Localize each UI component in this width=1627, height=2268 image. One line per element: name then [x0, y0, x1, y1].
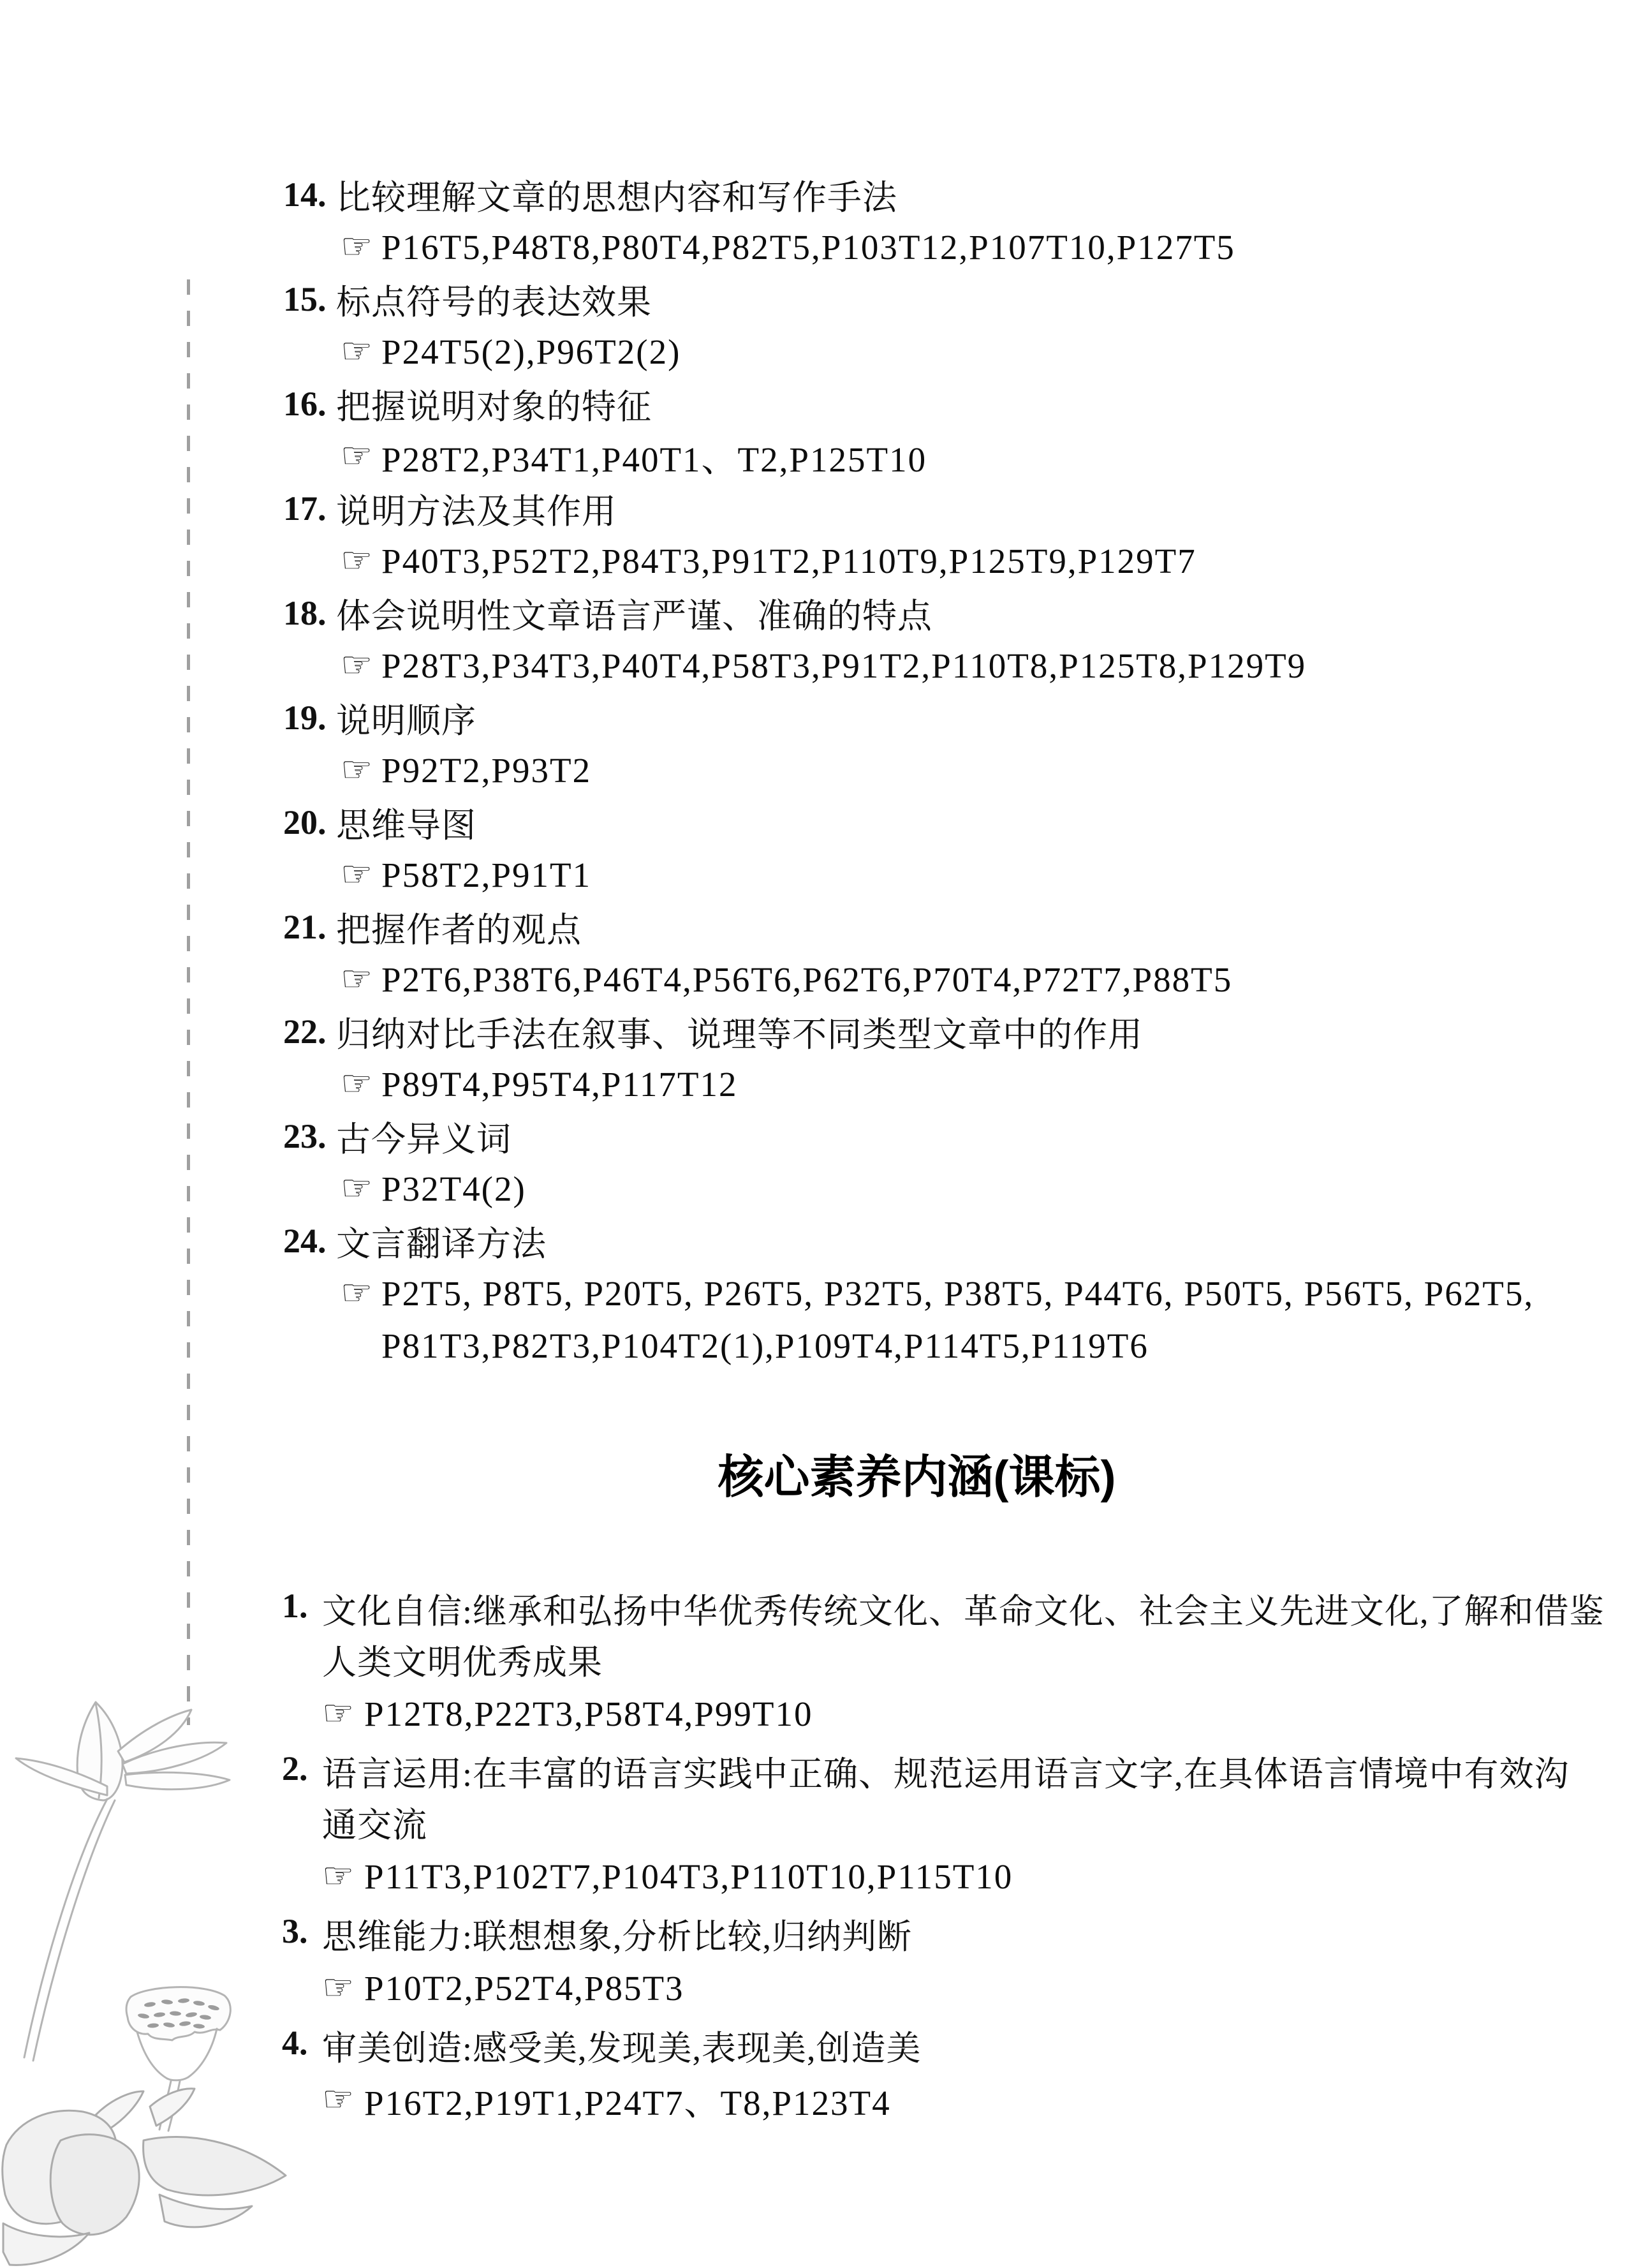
item-number: 1. [282, 1587, 308, 1625]
item-title: 古今异义词 [336, 1120, 512, 1159]
page-refs: P11T3,P102T7,P104T3,P110T10,P115T10 [364, 1857, 1013, 1896]
pointing-hand-icon: ☞ [341, 1063, 373, 1104]
item-title-line [283, 482, 1550, 535]
item-title: 文言翻译方法 [336, 1224, 547, 1263]
pointing-hand-icon: ☞ [341, 226, 373, 267]
item-title: 体会说明性文章语言严谨、准确的特点 [336, 597, 932, 635]
page-refs-line [322, 1962, 1550, 2013]
pointing-hand-icon: ☞ [322, 1855, 355, 1897]
section-heading: 核心素养内涵(课标) [718, 1452, 1116, 1503]
page-refs-line [283, 221, 1550, 273]
item-number: 15. [283, 280, 327, 318]
item-title: 把握说明对象的特征 [336, 387, 652, 426]
item-title-line [283, 378, 1550, 430]
list-item [283, 168, 1550, 273]
item-number: 20. [283, 803, 327, 841]
item-number: 2. [282, 1749, 308, 1788]
page-refs-line [283, 639, 1550, 692]
item-title-line [283, 168, 1550, 221]
page-refs: P28T3,P34T3,P40T4,P58T3,P91T2,P110T8,P125T8,P129T9 [381, 646, 1307, 685]
item-title-continued: 通交流 [322, 1806, 427, 1844]
item-title-line [283, 692, 1550, 744]
item-number: 19. [283, 699, 327, 737]
pointing-hand-icon: ☞ [341, 435, 373, 477]
page-refs-line [283, 325, 1550, 378]
pointing-hand-icon: ☞ [341, 330, 373, 372]
page-refs-line [283, 1267, 1550, 1319]
item-title: 语言运用:在丰富的语言实践中正确、规范运用语言文字,在具体语言情境中有效沟 [322, 1755, 1570, 1793]
item-title-line [283, 1215, 1550, 1267]
item-title: 思维导图 [336, 806, 476, 845]
item-number: 22. [283, 1012, 327, 1051]
list-item [282, 1749, 1570, 1902]
item-title-line [283, 1110, 1550, 1162]
item-number: 14. [283, 175, 327, 214]
item-title: 文化自信:继承和弘扬中华优秀传统文化、革命文化、社会主义先进文化,了解和借鉴 [322, 1592, 1605, 1631]
page-refs-line [322, 1688, 1550, 1739]
item-title: 标点符号的表达效果 [336, 283, 652, 322]
page-refs-line [322, 2074, 1550, 2125]
pointing-hand-icon: ☞ [341, 644, 373, 686]
list-item [282, 1911, 1550, 2013]
list-item [282, 1586, 1605, 1739]
pointing-hand-icon: ☞ [322, 2079, 355, 2120]
item-number: 18. [283, 594, 327, 632]
item-title-line [283, 901, 1550, 953]
item-body [322, 1586, 1605, 1739]
item-number: 24. [283, 1222, 327, 1260]
item-body [322, 2023, 1550, 2125]
page-refs: P12T8,P22T3,P58T4,P99T10 [364, 1694, 813, 1733]
pointing-hand-icon: ☞ [341, 854, 373, 895]
page-refs-line [283, 535, 1550, 587]
list-item [283, 587, 1550, 692]
item-title: 把握作者的观点 [336, 910, 582, 949]
page-refs-line [283, 953, 1550, 1005]
page-refs-line [283, 849, 1550, 901]
page-refs: P89T4,P95T4,P117T12 [381, 1064, 738, 1104]
item-number: 17. [283, 489, 327, 528]
pointing-hand-icon: ☞ [341, 958, 373, 1000]
core-competencies-list [0, 1586, 1627, 2125]
list-item [283, 482, 1550, 587]
list-item [283, 901, 1550, 1005]
item-title: 说明顺序 [336, 701, 476, 740]
page-refs: P28T2,P34T1,P40T1、T2,P125T10 [381, 440, 927, 479]
page-refs: P24T5(2),P96T2(2) [381, 332, 681, 371]
page-refs-line [283, 1162, 1550, 1215]
pointing-hand-icon: ☞ [322, 1967, 355, 2008]
item-title: 思维能力:联想想象,分析比较,归纳判断 [322, 1918, 913, 1956]
page-refs: P40T3,P52T2,P84T3,P91T2,P110T9,P125T9,P129T7 [381, 541, 1196, 581]
pointing-hand-icon: ☞ [322, 1693, 355, 1734]
page-refs: P16T5,P48T8,P80T4,P82T5,P103T12,P107T10,P127T5 [381, 227, 1235, 267]
item-title-line [283, 273, 1550, 325]
item-body [322, 1911, 1550, 2013]
list-item [283, 692, 1550, 796]
list-item [283, 273, 1550, 378]
item-title: 归纳对比手法在叙事、说理等不同类型文章中的作用 [336, 1015, 1143, 1054]
page-refs-line [322, 1851, 1550, 1902]
page-refs: P10T2,P52T4,P85T3 [364, 1968, 684, 2008]
page-refs: P32T4(2) [381, 1169, 526, 1208]
item-number: 3. [282, 1912, 308, 1950]
page-refs: P92T2,P93T2 [381, 750, 592, 790]
list-item [283, 796, 1550, 901]
item-body [322, 1749, 1570, 1902]
pointing-hand-icon: ☞ [341, 1167, 373, 1209]
page-refs-line [283, 430, 1550, 482]
item-number: 21. [283, 908, 327, 946]
list-item [282, 2023, 1550, 2125]
item-number: 23. [283, 1117, 327, 1155]
pointing-hand-icon: ☞ [341, 1272, 373, 1314]
list-item [283, 1110, 1550, 1215]
item-title: 说明方法及其作用 [336, 492, 617, 531]
page-refs: P58T2,P91T1 [381, 855, 592, 894]
item-title-line [283, 1005, 1550, 1058]
page-refs: P2T5, P8T5, P20T5, P26T5, P32T5, P38T5, P44T6, P50T5, P56T5, P62T5, [381, 1273, 1535, 1313]
item-title-continued: 人类文明优秀成果 [322, 1643, 603, 1682]
page-refs-line [283, 1058, 1550, 1110]
item-number: 16. [283, 385, 327, 423]
item-title-line [283, 587, 1550, 639]
list-item [283, 1005, 1550, 1110]
list-item [283, 1215, 1550, 1372]
pointing-hand-icon: ☞ [341, 749, 373, 790]
page-refs: P2T6,P38T6,P46T4,P56T6,P62T6,P70T4,P72T7,P88T5 [381, 960, 1233, 999]
page-refs-continuation-line [283, 1319, 1550, 1372]
page-refs: P81T3,P82T3,P104T2(1),P109T4,P114T5,P119T6 [381, 1326, 1149, 1365]
pointing-hand-icon: ☞ [341, 540, 373, 581]
list-item [283, 378, 1550, 482]
item-title-line [283, 796, 1550, 849]
item-title: 审美创造:感受美,发现美,表现美,创造美 [322, 2029, 922, 2068]
page-refs-line [283, 744, 1550, 796]
page-refs: P16T2,P19T1,P24T7、T8,P123T4 [364, 2083, 891, 2123]
item-number: 4. [282, 2024, 308, 2062]
item-title: 比较理解文章的思想内容和写作手法 [336, 178, 897, 217]
